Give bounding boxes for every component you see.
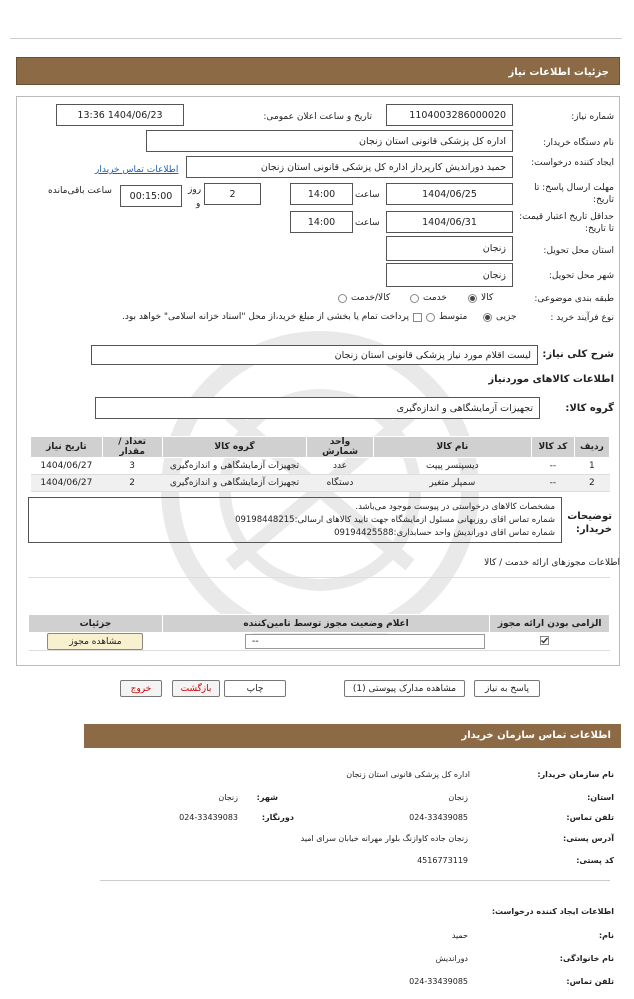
radio-selected-icon[interactable] xyxy=(468,294,477,303)
org-name-value: اداره کل پزشکی قانونی استان زنجان xyxy=(346,770,470,779)
city-label-text: شهر: xyxy=(256,793,278,802)
deadline-date-field: 1404/06/25 xyxy=(386,183,513,205)
attachments-button[interactable]: مشاهده مدارک پیوستی (1) xyxy=(344,680,465,697)
payment-note[interactable] xyxy=(50,312,422,322)
print-button[interactable]: چاپ xyxy=(224,680,286,697)
org-name-label xyxy=(537,770,614,779)
radio-selected-icon[interactable] xyxy=(483,313,492,322)
permits-divider xyxy=(28,577,610,578)
permits-table-header xyxy=(29,615,610,633)
validity-hour-field: 14:00 xyxy=(290,211,353,233)
top-divider xyxy=(10,38,622,39)
phone-label-text: تلفن تماس: xyxy=(566,813,614,822)
col-row: ردیف xyxy=(574,437,609,458)
province-label xyxy=(587,793,614,802)
validity-label: حداقل تاریخ اعتبار قیمت: تا تاریخ: xyxy=(519,212,614,234)
cell-date: 1404/06/27 xyxy=(31,458,103,475)
cell-name: سمپلر متغیر xyxy=(373,475,531,492)
deadline-hour-field: 14:00 xyxy=(290,183,353,205)
contact-section-title: اطلاعات تماس سازمان خریدار xyxy=(84,724,621,748)
delivery-city-label: شهر محل تحویل: xyxy=(548,271,614,281)
items-table-header xyxy=(31,437,610,458)
first-name-label xyxy=(599,931,614,940)
category-option-both-label: کالا/خدمت xyxy=(351,293,391,303)
radio-icon[interactable] xyxy=(410,294,419,303)
announce-label: تاریخ و ساعت اعلان عمومی: xyxy=(263,112,372,122)
phone-value: 024-33439085 xyxy=(409,813,468,822)
cell-status xyxy=(162,633,490,651)
fax-value: 024-33439083 xyxy=(179,813,238,822)
table-row xyxy=(29,633,610,651)
org-name-label-text: نام سازمان خریدار: xyxy=(537,770,614,779)
payment-note-text: پرداخت تمام یا بخشی از مبلغ خرید،از محل "اسناد خزانه اسلامی" خواهد بود. xyxy=(121,312,409,322)
creator-phone-label xyxy=(566,977,614,986)
process-option-minor-label: جزیی xyxy=(496,312,517,322)
col-code: کد کالا xyxy=(532,437,575,458)
cell-unit: دستگاه xyxy=(307,475,373,492)
remaining-label: ساعت باقی‌مانده xyxy=(48,186,112,196)
creator-section-label xyxy=(492,907,614,916)
back-button[interactable]: بازگشت xyxy=(172,680,220,697)
creator-phone-value: 024-33439085 xyxy=(409,977,468,986)
checkbox-checked-icon xyxy=(540,636,549,645)
need-number-label: شماره نیاز: xyxy=(571,112,614,122)
cell-row: 1 xyxy=(574,458,609,475)
checkbox-icon[interactable] xyxy=(413,313,422,322)
col-details: جزئیات xyxy=(29,615,163,633)
cell-details xyxy=(29,633,163,651)
exit-button[interactable]: خروج xyxy=(120,680,162,697)
postal-label xyxy=(576,856,614,865)
last-name-label xyxy=(560,954,614,963)
phone-label xyxy=(566,813,614,822)
category-option-service-label: خدمت xyxy=(423,293,447,303)
buyer-notes-label: توضیحات خریدار: xyxy=(567,511,612,535)
creator-label: ایجاد کننده درخواست: xyxy=(531,158,614,168)
buyer-notes-box xyxy=(28,497,562,543)
day-label: روز xyxy=(188,185,202,195)
cell-required xyxy=(490,633,610,651)
first-name-label-text: نام: xyxy=(598,931,614,940)
announce-field: 1404/06/23 13:36 xyxy=(56,104,184,126)
buyer-contact-link[interactable]: اطلاعات تماس خریدار xyxy=(95,165,179,175)
radio-icon[interactable] xyxy=(338,294,347,303)
last-name-value: دوراندیش xyxy=(435,954,468,963)
items-table xyxy=(30,436,610,492)
summary-label: شرح کلی نیاز: xyxy=(542,349,614,360)
last-name-label-text: نام خانوادگی: xyxy=(559,954,614,963)
cell-unit: عدد xyxy=(307,458,373,475)
col-qty: تعداد / مقدار xyxy=(102,437,162,458)
category-label: طبقه بندی موضوعی: xyxy=(534,294,614,304)
creator-field: حمید دوراندیش کارپرداز اداره کل پزشکی قانونی استان زنجان xyxy=(186,156,513,178)
deadline-hour-label: ساعت xyxy=(355,190,380,200)
buyer-org-label: نام دستگاه خریدار: xyxy=(543,138,614,148)
address-value: زنجان جاده کاوازنگ بلوار مهرانه خیابان سرای امید xyxy=(300,834,468,843)
contact-divider xyxy=(100,880,610,881)
first-name-value: حمید xyxy=(451,931,468,940)
address-label xyxy=(563,834,614,843)
process-option-medium[interactable] xyxy=(426,312,467,322)
validity-date-field: 1404/06/31 xyxy=(386,211,513,233)
goods-group-field: تجهیزات آزمایشگاهی و اندازه‌گیری xyxy=(95,397,540,419)
need-number-field: 1104003286000020 xyxy=(386,104,513,126)
category-option-goods[interactable] xyxy=(468,293,493,303)
permits-label: اطلاعات مجوزهای ارائه خدمت / کالا xyxy=(484,558,620,568)
cell-row: 2 xyxy=(574,475,609,492)
creator-section-label-text: اطلاعات ایجاد کننده درخواست: xyxy=(491,907,614,916)
and-label: و xyxy=(196,199,201,209)
postal-label-text: کد پستی: xyxy=(576,856,614,865)
category-option-both[interactable] xyxy=(338,293,390,303)
permits-table xyxy=(28,614,610,651)
col-date: تاریخ نیاز xyxy=(31,437,103,458)
category-option-goods-label: کالا xyxy=(481,293,494,303)
summary-field: لیست اقلام مورد نیاز پزشکی قانونی استان زنجان xyxy=(91,345,538,365)
delivery-province-field: زنجان xyxy=(386,236,513,261)
col-group: گروه کالا xyxy=(162,437,307,458)
reply-button[interactable]: پاسخ به نیاز xyxy=(474,680,540,697)
fax-label xyxy=(262,813,294,822)
delivery-province-label: استان محل تحویل: xyxy=(543,246,614,256)
cell-date: 1404/06/27 xyxy=(31,475,103,492)
view-permit-button[interactable]: مشاهده مجوز xyxy=(47,633,143,650)
permit-status-field: -- xyxy=(245,634,485,649)
fax-label-text: دورنگار: xyxy=(261,813,294,822)
page-title: جزئیات اطلاعات نیاز xyxy=(16,57,620,85)
time-remaining-field: 00:15:00 xyxy=(120,185,182,207)
address-label-text: آدرس پستی: xyxy=(563,834,614,843)
radio-icon[interactable] xyxy=(426,313,435,322)
days-remaining-field: 2 xyxy=(204,183,261,205)
buyer-notes-line: مشخصات کالاهای درخواستی در پیوست موجود می‌باشد. xyxy=(355,502,555,512)
validity-hour-label: ساعت xyxy=(355,218,380,228)
table-row[interactable] xyxy=(31,475,610,492)
creator-phone-label-text: تلفن تماس: xyxy=(566,977,614,986)
cell-code: -- xyxy=(532,458,575,475)
cell-name: دیسپنسر پیپت xyxy=(373,458,531,475)
deadline-label: مهلت ارسال پاسخ: تا تاریخ: xyxy=(534,183,614,205)
col-status: اعلام وضعیت مجوز توسط تامین‌کننده xyxy=(162,615,490,633)
category-option-service[interactable] xyxy=(410,293,447,303)
cell-group: تجهیزات آزمایشگاهی و اندازه‌گیری xyxy=(162,475,307,492)
col-name: نام کالا xyxy=(373,437,531,458)
buyer-org-field: اداره کل پزشکی قانونی استان زنجان xyxy=(146,130,513,152)
cell-code: -- xyxy=(532,475,575,492)
cell-qty: 2 xyxy=(102,475,162,492)
city-label xyxy=(257,793,278,802)
province-value: زنجان xyxy=(448,793,468,802)
col-required: الزامی بودن ارائه مجوز xyxy=(490,615,610,633)
cell-group: تجهیزات آزمایشگاهی و اندازه‌گیری xyxy=(162,458,307,475)
cell-qty: 3 xyxy=(102,458,162,475)
province-label-text: استان: xyxy=(587,793,614,802)
city-value: زنجان xyxy=(218,793,238,802)
process-option-medium-label: متوسط xyxy=(439,312,468,322)
postal-value: 4516773119 xyxy=(417,856,468,865)
buyer-notes-line: شماره تماس اقای روزبهانی مسئول ازمایشگاه جهت تایید کالاهای ارسالی:09198448215 xyxy=(235,515,555,525)
goods-group-label: گروه کالا: xyxy=(565,403,614,414)
col-unit: واحد شمارش xyxy=(307,437,373,458)
process-label: نوع فرآیند خرید : xyxy=(550,313,614,323)
process-option-minor[interactable] xyxy=(483,312,517,322)
buyer-notes-line: شماره تماس اقای دوراندیش واحد حسابداری:09194425588 xyxy=(334,528,555,538)
goods-info-heading: اطلاعات کالاهای موردنیاز xyxy=(488,374,614,385)
delivery-city-field: زنجان xyxy=(386,263,513,287)
table-row[interactable] xyxy=(31,458,610,475)
